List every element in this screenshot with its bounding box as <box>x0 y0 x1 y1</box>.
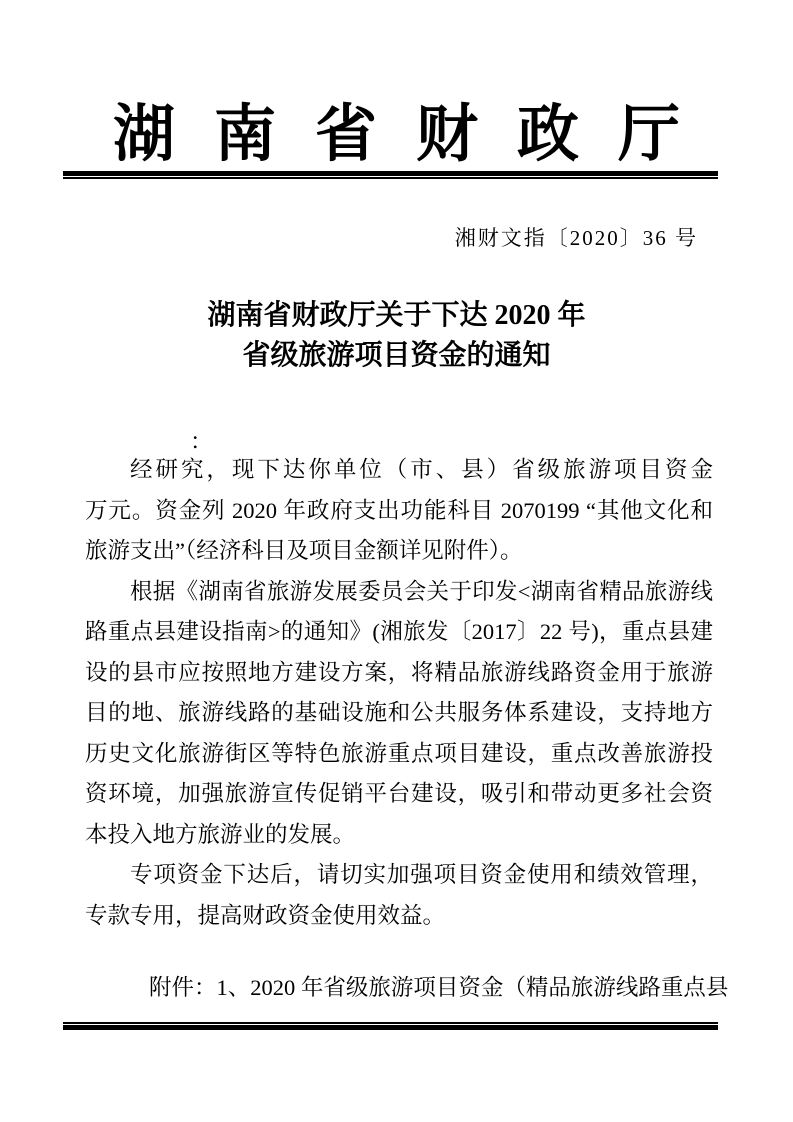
body-paragraph-2: 根据《湖南省旅游发展委员会关于印发<湖南省精品旅游线路重点县建设指南>的通知》(湘旅发〔2017〕22 号)，重点县建设的县市应按照地方建设方案，将精品旅游线路资金用于旅游目的地、旅游线路的基础设施和公共服务体系建设，支持地方历史文化旅游街区等特色旅游重点项目建设，重点改善旅游投资环境，加强旅游宣传促销平台建设，吸引和带动更多社会资本投入地方旅游业的发展。 <box>85 578 713 847</box>
body-paragraph-1: 经研究，现下达你单位（市、县）省级旅游项目资金 万元。资金列 2020 年政府支出功能科目 2070199 “其他文化和旅游支出”（经济科目及项目金额详见附件）。 <box>85 457 759 563</box>
letterhead-agency-name: 湖南省财政厅 <box>112 101 719 169</box>
notice-body <box>85 450 759 936</box>
notice-title-line-1: 湖南省财政厅关于下达 2020 年 <box>207 300 586 331</box>
attachment-line: 附件：1、2020 年省级旅游项目资金（精品旅游线路重点县 <box>149 975 729 1000</box>
header-divider-rule <box>63 171 718 179</box>
notice-title <box>0 296 793 376</box>
addressee-line: ： <box>190 429 213 454</box>
body-paragraph-3: 专项资金下达后，请切实加强项目资金使用和绩效管理，专款专用，提高财政资金使用效益。 <box>85 862 713 928</box>
notice-title-line-2: 省级旅游项目资金的通知 <box>242 340 551 371</box>
footer-divider-rule <box>63 1022 718 1030</box>
document-number: 湘财文指〔2020〕36 号 <box>454 226 698 250</box>
